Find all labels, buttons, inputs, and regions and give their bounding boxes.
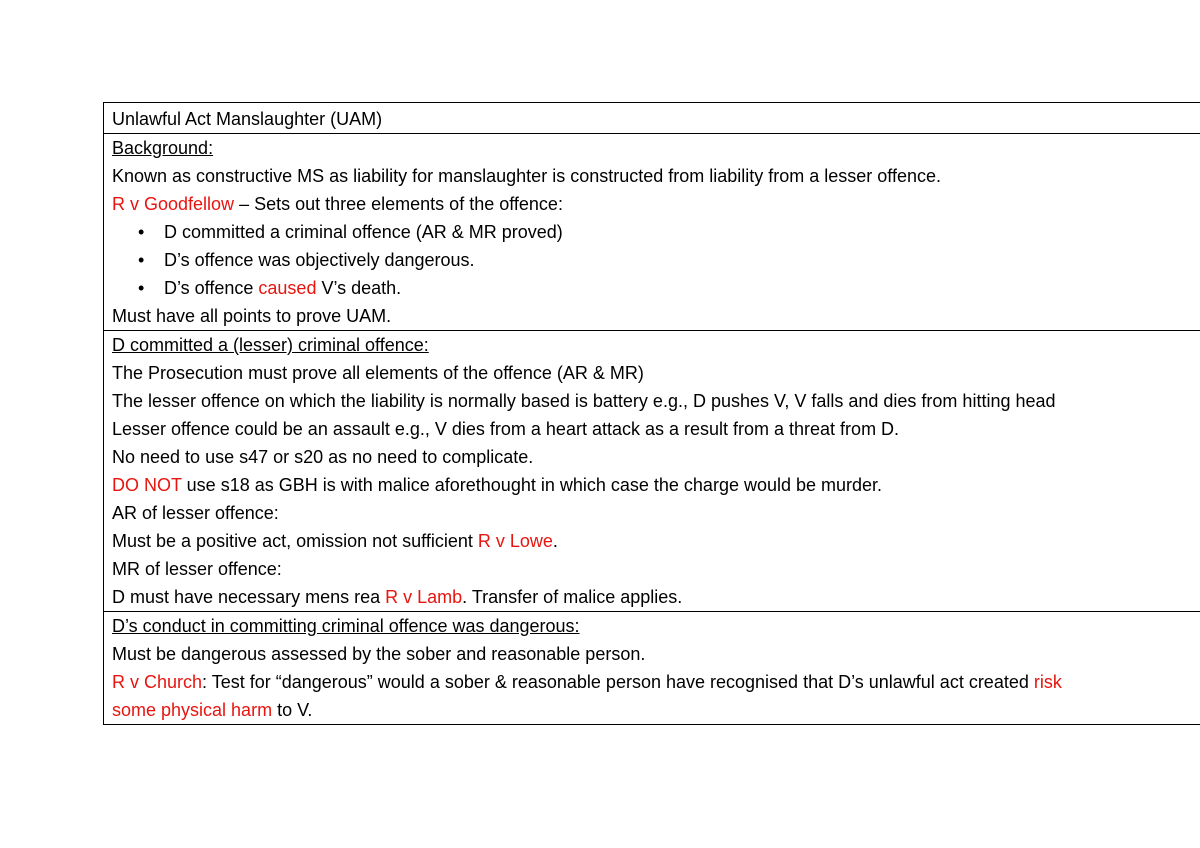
table-title: Unlawful Act Manslaughter (UAM): [104, 103, 1200, 134]
bullet-icon: •: [138, 278, 145, 298]
list-item: • D committed a criminal offence (AR & MR proved): [164, 218, 1200, 246]
goodfellow-line: [112, 190, 1200, 218]
case-lowe: R v Lowe: [477, 531, 553, 551]
risk-highlight: risk: [1033, 672, 1062, 692]
church-line: R v Church: Test for “dangerous” would a sober & reasonable person have recognised that D’s unlawful act created risk: [112, 672, 1062, 692]
dangerous-line-1: Must be dangerous assessed by the sober and reasonable person.: [112, 644, 646, 664]
title-row: [104, 103, 1200, 134]
background-closing: Must have all points to prove UAM.: [112, 306, 392, 326]
list-item: • D’s offence was objectively dangerous.: [164, 246, 1200, 274]
goodfellow-text: – Sets out three elements of the offence:: [234, 194, 563, 214]
criminal-offence-heading: D committed a (lesser) criminal offence:: [112, 335, 429, 355]
case-lamb: R v Lamb: [385, 587, 463, 607]
bullet-icon: •: [138, 250, 145, 270]
criminal-offence-line-4: No need to use s47 or s20 as no need to complicate.: [112, 447, 534, 467]
criminal-offence-line-2: The lesser offence on which the liability is normally based is battery e.g., D pushes V, V falls and dies from hitting head: [112, 391, 1056, 411]
case-goodfellow: R v Goodfellow: [112, 194, 235, 214]
case-church: R v Church: [112, 672, 203, 692]
caused-highlight: caused: [258, 278, 317, 298]
criminal-offence-line-5: DO NOT use s18 as GBH is with malice aforethought in which case the charge would be murder.: [112, 475, 883, 495]
dangerous-heading: D’s conduct in committing criminal offence was dangerous:: [112, 616, 580, 636]
ar-line: Must be a positive act, omission not sufficient R v Lowe.: [112, 531, 558, 551]
criminal-offence-line-1: The Prosecution must prove all elements of the offence (AR & MR): [112, 363, 644, 383]
physical-harm-highlight: some physical harm: [112, 700, 273, 720]
criminal-offence-cell: [104, 331, 1200, 612]
dangerous-row: [104, 612, 1200, 725]
do-not-highlight: DO NOT: [112, 475, 182, 495]
elements-list: [112, 218, 1200, 302]
dangerous-cell: [104, 612, 1200, 725]
criminal-offence-line-3: Lesser offence could be an assault e.g., V dies from a heart attack as a result from a threat from D.: [112, 419, 900, 439]
notes-table: [103, 102, 1200, 725]
bullet-icon: •: [138, 222, 145, 242]
criminal-offence-row: [104, 331, 1200, 612]
dangerous-line-3: some physical harm to V.: [112, 700, 313, 720]
list-item: • D’s offence caused V’s death.: [164, 274, 1200, 302]
background-heading: Background:: [112, 138, 214, 158]
background-line-1: Known as constructive MS as liability for manslaughter is constructed from liability from a lesser offence.: [112, 166, 942, 186]
background-cell: [104, 134, 1200, 331]
background-row: [104, 134, 1200, 331]
mr-line: D must have necessary mens rea R v Lamb. Transfer of malice applies.: [112, 587, 683, 607]
ar-heading: AR of lesser offence:: [112, 503, 279, 523]
mr-heading: MR of lesser offence:: [112, 559, 282, 579]
